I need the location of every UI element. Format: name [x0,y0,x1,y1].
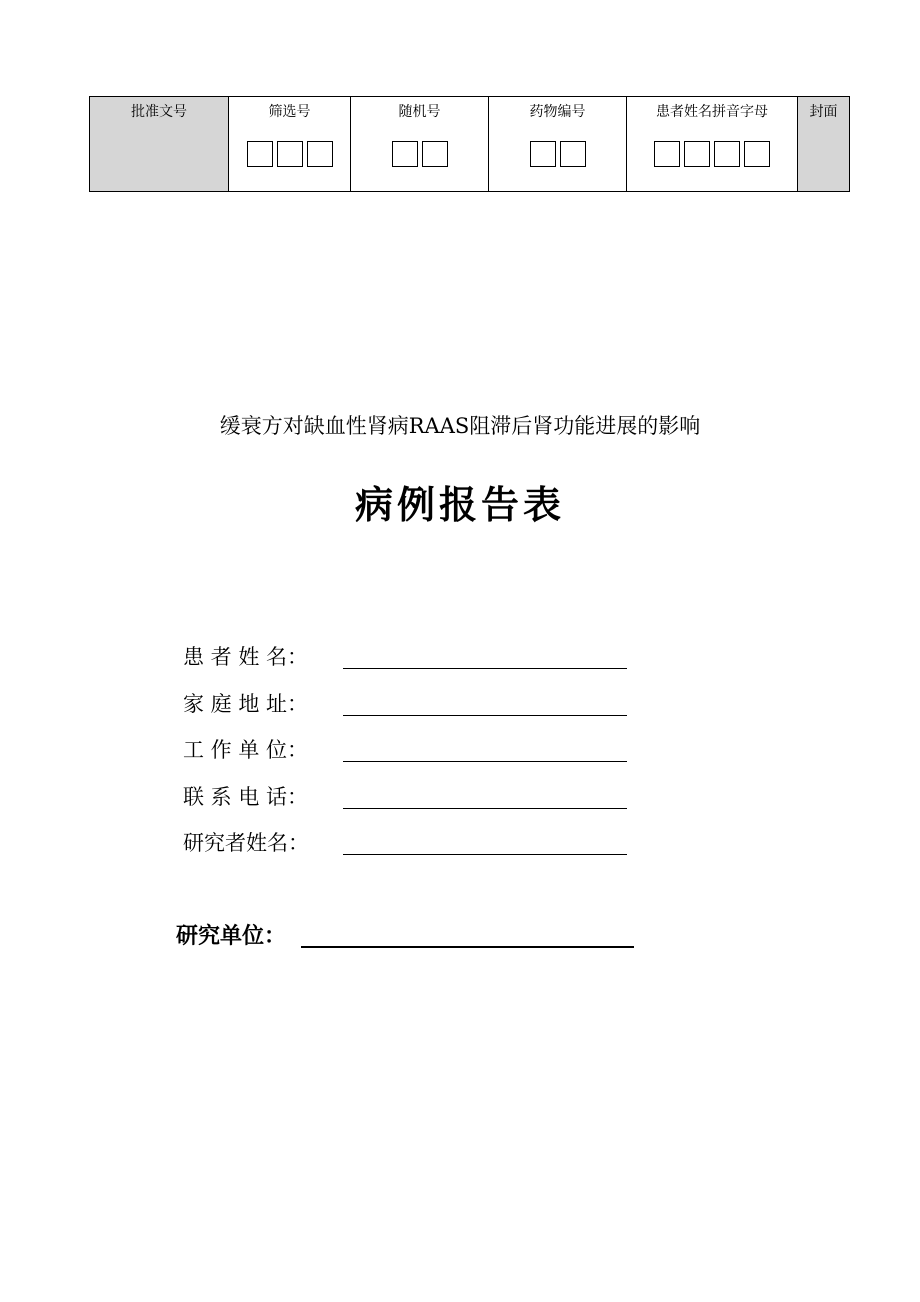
initial-letter-box[interactable] [744,141,770,167]
random-digit-box[interactable] [422,141,448,167]
drug-no-cell [489,97,627,192]
screening-no-label: 筛选号 [268,104,311,120]
screening-digit-box[interactable] [307,141,333,167]
random-no-label: 随机号 [398,104,441,120]
research-unit-field[interactable] [301,946,634,948]
screening-no-boxes [229,141,350,167]
drug-no-label: 药物编号 [529,104,586,120]
phone-field[interactable] [343,808,627,809]
screening-digit-box[interactable] [277,141,303,167]
cover-cell [798,97,850,192]
random-no-boxes [351,141,488,167]
approval-no-cell [90,97,229,192]
patient-initials-cell [627,97,798,192]
patient-info-fields [183,642,643,875]
research-unit-label: 研究单位： [176,924,287,949]
home-address-field[interactable] [343,715,627,716]
initial-letter-box[interactable] [714,141,740,167]
phone-label: 联 系 电 话： [183,784,309,809]
work-unit-row [183,735,643,782]
drug-digit-box[interactable] [560,141,586,167]
initial-letter-box[interactable] [654,141,680,167]
drug-digit-box[interactable] [530,141,556,167]
home-address-label: 家 庭 地 址： [183,691,309,716]
patient-initials-label: 患者姓名拼音字母 [656,104,768,120]
cover-label: 封面 [809,104,838,120]
work-unit-label: 工 作 单 位： [183,738,309,762]
header-table [89,96,850,192]
approval-no-label: 批准文号 [131,104,187,120]
screening-no-cell [229,97,351,192]
home-address-row [183,689,643,736]
drug-no-boxes [489,141,626,167]
research-unit-row [176,922,646,962]
researcher-name-row [183,828,643,875]
researcher-name-label: 研究者姓名： [183,831,309,855]
phone-row [183,782,643,829]
patient-name-field[interactable] [343,668,627,669]
form-title: 病例报告表 [354,483,565,527]
random-no-cell [351,97,489,192]
work-unit-field[interactable] [343,761,627,762]
initial-letter-box[interactable] [684,141,710,167]
screening-digit-box[interactable] [247,141,273,167]
patient-name-label: 患 者 姓 名： [183,645,309,669]
random-digit-box[interactable] [392,141,418,167]
researcher-name-field[interactable] [343,854,627,855]
patient-name-row [183,642,643,689]
study-subtitle: 缓衰方对缺血性肾病RAAS阻滞后肾功能进展的影响 [219,414,701,438]
patient-initials-boxes [627,141,797,167]
